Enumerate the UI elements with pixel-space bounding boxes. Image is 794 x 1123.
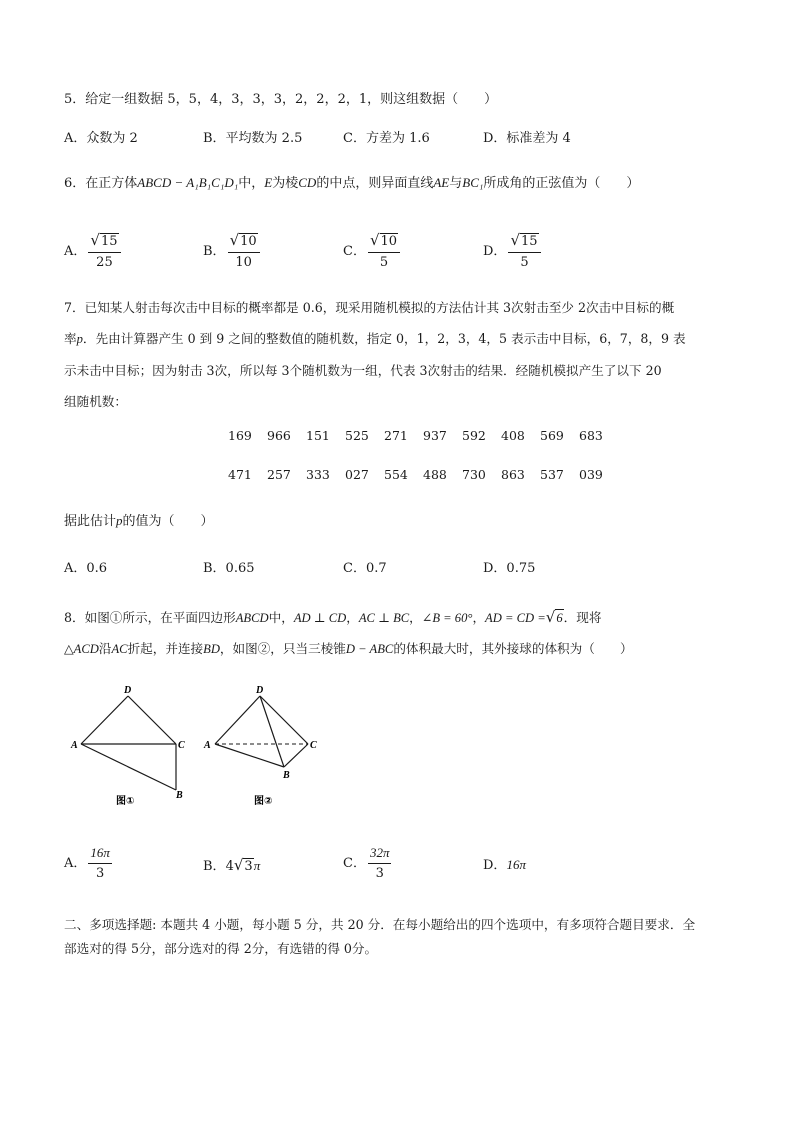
- q8-fraction: [368, 843, 392, 884]
- fig1-label-c: C: [178, 740, 185, 751]
- q6-line-ae: AE: [433, 175, 450, 190]
- q8-option-label: B．: [203, 859, 226, 874]
- fig2-edge-dc: [260, 696, 308, 744]
- q7-line-2: [64, 330, 686, 348]
- random-number: 592: [462, 428, 486, 443]
- q8-pyramid: D − ABC: [345, 642, 394, 656]
- random-number: 525: [345, 428, 369, 443]
- q8-text: 的体积最大时，其外接球的体积为（ ）: [393, 641, 633, 656]
- random-number: 333: [306, 467, 330, 482]
- q6-line-bc1: BC₁: [462, 175, 484, 190]
- fig1-caption: 图①: [116, 796, 135, 807]
- q5-option-a: A．众数为 2: [64, 131, 138, 146]
- q8-sqrt: √3: [233, 856, 253, 874]
- q7-option-c: C．0.7: [343, 561, 387, 576]
- q8-line-2: [64, 640, 633, 658]
- fig1-edge-ad: [81, 696, 128, 744]
- q5-option-c: C．方差为 1.6: [343, 131, 430, 146]
- fig2-edge-ab: [215, 744, 284, 767]
- q6-text: 与: [449, 176, 463, 191]
- random-number: 257: [267, 467, 291, 482]
- random-number: 966: [267, 428, 291, 443]
- random-number: 039: [579, 467, 603, 482]
- fig2-edge-db: [260, 696, 284, 767]
- q8-condition: AC ⊥ BC: [358, 611, 410, 625]
- q8-fraction: [88, 843, 112, 884]
- q8-option-label: D．: [483, 858, 507, 873]
- random-number: 683: [579, 428, 603, 443]
- q6-point: E: [264, 175, 273, 190]
- q7-line-1: 7．已知某人射击每次击中目标的概率都是 0.6，现采用随机模拟的方法估计其 3次射击至少 2次击中目标的概: [64, 300, 675, 315]
- q5-option-d: D．标准差为 4: [483, 131, 571, 146]
- random-number: 554: [384, 467, 408, 482]
- fig2-edge-bc: [284, 744, 308, 767]
- q7-text: 率: [64, 331, 77, 346]
- q8-condition: AD = CD =: [485, 611, 546, 625]
- figure-2-pyramid: [198, 680, 328, 810]
- random-number: 471: [228, 467, 252, 482]
- q8-text: 中，: [268, 610, 294, 625]
- q7-ask: [64, 512, 214, 531]
- q7-text: 据此估计: [64, 514, 117, 529]
- q6-text: 中，: [238, 176, 265, 191]
- q5-option-b: B．平均数为 2.5: [203, 131, 303, 146]
- random-row-2: [228, 467, 618, 483]
- q6-option-d: [483, 230, 541, 273]
- q6-radicand: 15: [521, 234, 538, 249]
- random-number: 027: [345, 467, 369, 482]
- q7-line-4: 组随机数：: [64, 394, 127, 409]
- random-number: 408: [501, 428, 525, 443]
- q8-line-1: 8．如图①所示，在平面四边形ABCD中，AD ⊥ CD，AC ⊥ BC，∠B = 60°，AD = CD =√6．现将: [64, 608, 602, 626]
- q8-text: ．现将: [563, 610, 602, 625]
- q6-option-b: [203, 230, 260, 273]
- q6-denominator: 5: [379, 255, 389, 270]
- q6-fraction: $\frac{√15}{5}$: [508, 230, 540, 273]
- fig2-label-d: D: [256, 685, 264, 696]
- q6-option-label: C．: [343, 244, 366, 259]
- q7-text: ．先由计算器产生 0 到 9 之间的整数值的随机数，指定 0，1，2，3，4，5 表示击中目标，6，7，8，9 表: [82, 331, 686, 346]
- q6-fraction: $\frac{√15}{25}$: [88, 230, 120, 273]
- random-number: 271: [384, 428, 408, 443]
- q6-text: 所成角的正弦值为（ ）: [483, 176, 640, 191]
- q6-option-a: [64, 230, 121, 273]
- fig2-caption: 图②: [254, 796, 273, 807]
- q6-stem: [64, 174, 639, 193]
- q7-option-a: A．0.6: [64, 561, 108, 576]
- fig2-label-a: A: [204, 740, 211, 751]
- q8-triangle: △ACD: [64, 642, 99, 656]
- q7-text: 的值为（ ）: [122, 514, 214, 529]
- q7-var-p: p: [116, 513, 123, 528]
- q6-text: 的中点，则异面直线: [316, 176, 434, 191]
- q7-line-3: 示未击中目标；因为射击 3次，所以每 3个随机数为一组，代表 3次射击的结果．经随机模拟产生了以下 20: [64, 363, 662, 378]
- q8-option-label: A．: [64, 856, 87, 871]
- fig1-label-d: D: [124, 685, 132, 696]
- q8-option-label: C．: [343, 856, 366, 871]
- section-2-line-1: 二、多项选择题: 本题共 4 小题，每小题 5 分，共 20 分．在每小题给出的四个选项中，有多项符合题目要求．全: [64, 917, 696, 932]
- fig2-label-b: B: [283, 770, 290, 781]
- q8-option-b: [203, 856, 260, 876]
- q6-option-label: A．: [64, 244, 87, 259]
- q6-fraction: $\frac{√10}{5}$: [368, 230, 400, 273]
- q8-text: ，如图②，只当三棱锥: [219, 641, 346, 656]
- q8-quad: ABCD: [235, 611, 269, 625]
- q8-option-d: [483, 856, 526, 875]
- q6-radicand: 15: [100, 234, 118, 249]
- q8-denominator: 3: [96, 866, 105, 881]
- q6-option-label: D．: [483, 244, 507, 259]
- q6-denominator: 5: [520, 255, 529, 270]
- section-2-line-2: 部选对的得 5分，部分选对的得 2分，有选错的得 0分。: [64, 941, 378, 956]
- fig2-label-c: C: [310, 740, 317, 751]
- random-number: 488: [423, 467, 447, 482]
- q6-option-label: B．: [203, 244, 226, 259]
- fig1-label-a: A: [71, 740, 78, 751]
- q8-text: 折起，并连接: [127, 641, 204, 656]
- q8-option-c: [343, 843, 391, 884]
- q8-coefficient: 4: [225, 859, 234, 874]
- q6-option-c: [343, 230, 400, 273]
- q8-denominator: 3: [375, 866, 384, 881]
- random-number: 863: [501, 467, 525, 482]
- q6-text: 为棱: [272, 176, 299, 191]
- fig1-label-b: B: [176, 790, 183, 801]
- q7-option-b: B．0.65: [203, 561, 255, 576]
- q7-option-d: D．0.75: [483, 561, 536, 576]
- figure-1-quadrilateral: [64, 680, 194, 810]
- q8-radicand: 6: [556, 611, 563, 625]
- q8-pi: π: [253, 858, 261, 873]
- q6-denominator: 25: [96, 255, 113, 270]
- q6-edge: CD: [298, 175, 317, 190]
- q6-text: 6．在正方体: [64, 176, 138, 191]
- q6-radicand: 10: [380, 234, 398, 249]
- random-number: 169: [228, 428, 252, 443]
- q8-text: 沿: [98, 641, 112, 656]
- fig2-edge-ad: [215, 696, 260, 744]
- random-number: 569: [540, 428, 564, 443]
- q8-numerator: 32π: [368, 843, 392, 864]
- q8-sqrt: √6: [545, 608, 563, 626]
- q6-fraction: $\frac{√10}{10}$: [228, 230, 260, 273]
- random-row-1: [228, 428, 618, 444]
- q8-option-a: [64, 843, 112, 884]
- fig1-edge-dc: [128, 696, 176, 744]
- q8-condition: AD ⊥ CD: [293, 611, 347, 625]
- fig1-edge-ab: [81, 744, 176, 790]
- q5-stem: 5．给定一组数据 5，5，4，3，3，3，2，2，2，1，则这组数据（ ）: [64, 92, 498, 107]
- random-number: 151: [306, 428, 330, 443]
- random-number: 730: [462, 467, 486, 482]
- q6-radicand: 10: [240, 234, 257, 249]
- q6-denominator: 10: [235, 255, 252, 270]
- q8-numerator: 16π: [88, 843, 112, 864]
- q8-condition: ∠B = 60°: [421, 611, 473, 625]
- q6-cube: ABCD − A₁B₁C₁D₁: [137, 175, 239, 190]
- q8-segment: AC: [111, 642, 128, 656]
- random-number: 537: [540, 467, 564, 482]
- q8-text: 8．如图①所示，在平面四边形: [64, 610, 236, 625]
- q8-segment: BD: [203, 642, 220, 656]
- q7-var-p: p: [76, 332, 83, 346]
- random-number: 937: [423, 428, 447, 443]
- q8-value: 16π: [506, 857, 526, 872]
- q8-radicand: 3: [244, 859, 253, 874]
